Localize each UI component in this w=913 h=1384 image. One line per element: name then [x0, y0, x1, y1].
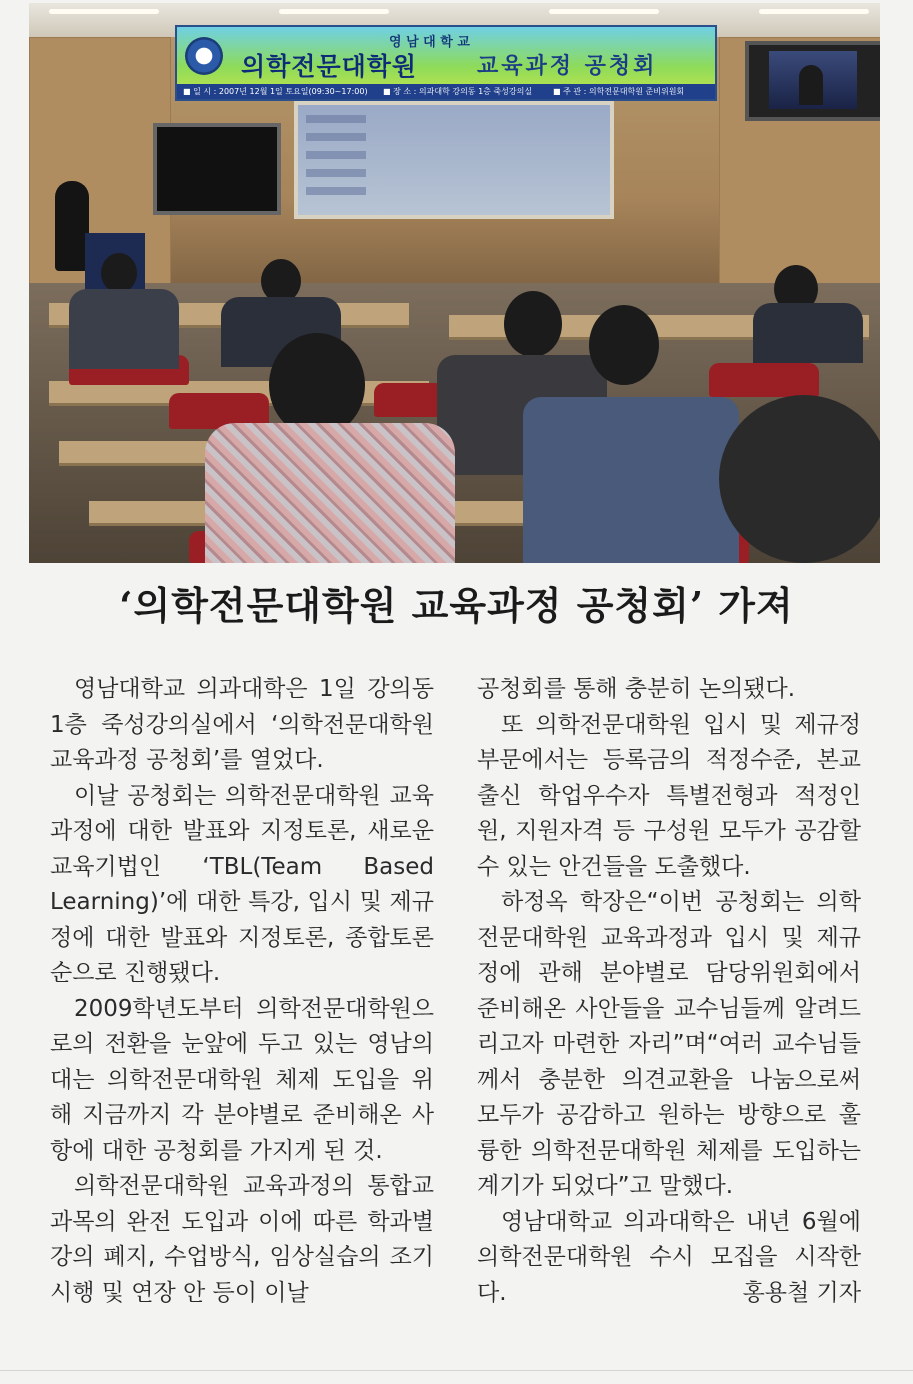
banner-place: ■ 장 소 : 의과대학 강의동 1층 죽성강의실	[383, 87, 533, 96]
article-paragraph: 2009학년도부터 의학전문대학원으로의 전환을 눈앞에 두고 있는 영남의대는 의학전문대학원 체제 도입을 위해 지금까지 각 분야별로 준비해온 사항에 대한 공청회를 가지게 된 것.	[50, 995, 434, 1164]
article-paragraph: 또 의학전문대학원 입시 및 제규정 부문에서는 등록금의 적정수준, 본교 출신 학업우수자 특별전형과 적정인원, 지원자격 등 구성원 모두가 공감할 수 있는 안건들을 도출했다.	[477, 711, 861, 880]
event-banner	[175, 25, 717, 101]
banner-date: ■ 일 시 : 2007년 12월 1일 토요일(09:30~17:00)	[183, 87, 368, 96]
chair	[709, 363, 819, 397]
event-photo	[29, 3, 880, 563]
audience-body	[69, 289, 179, 369]
banner-host: ■ 주 관 : 의학전문대학원 준비위원회	[553, 87, 685, 96]
banner-info-strip	[177, 84, 715, 99]
article-paragraph: 이날 공청회는 의학전문대학원 교육과정에 대한 발표와 지정토론, 새로운 교육기법인 ‘TBL(Team Based Learning)’에 대한 특강, 입시 및 제규정에 대한 발표와 지정토론, 종합토론 순으로 진행됐다.	[50, 782, 434, 986]
monitor-right	[745, 41, 880, 121]
ceiling-light	[549, 9, 659, 14]
article-paragraph-text: 영남대학교 의과대학은 내년 6월에 의학전문대학원 수시 모집을 시작한다.	[477, 1208, 861, 1306]
article-paragraph-final	[477, 1205, 861, 1312]
banner-title: 의학전문대학원	[241, 52, 418, 81]
article-column-right	[477, 672, 861, 1311]
university-emblem-icon	[185, 37, 223, 75]
article-column-left	[50, 672, 434, 1311]
article-paragraph: 의학전문대학원 교육과정의 통합교과목의 완전 도입과 이에 따른 학과별 강의 폐지, 수업방식, 임상실습의 조기 시행 및 연장 안 등이 이날	[50, 1173, 434, 1306]
audience-head-foreground	[719, 395, 880, 563]
ceiling-light	[279, 9, 389, 14]
speaker-on-monitor	[799, 65, 823, 105]
audience-body-plaid	[205, 423, 455, 563]
ceiling-light	[49, 9, 159, 14]
article-paragraph: 하정옥 학장은“이번 공청회는 의학전문대학원 교육과정과 입시 및 제규정에 관해 분야별로 담당위원회에서 준비해온 사안들을 교수님들께 알려드리고자 마련한 자리”며“여러 교수님들께서 충분한 의견교환을 나눔으로써 모두가 공감하고 원하는 방향으로 훌륭한 의학전문대학원 체제를 도입하는 계기가 되었다”고 말했다.	[477, 889, 861, 1199]
projection-screen	[294, 101, 614, 219]
audience-head	[101, 253, 137, 293]
reporter-byline: 홍용철 기자	[742, 1279, 861, 1306]
article-paragraph-continuation: 공청회를 통해 충분히 논의됐다.	[477, 676, 796, 702]
monitor-left	[153, 123, 281, 215]
article-headline: ‘의학전문대학원 교육과정 공청회’ 가져	[119, 583, 794, 628]
audience-body	[753, 303, 863, 363]
audience-head	[269, 333, 365, 437]
article-paragraph: 영남대학교 의과대학은 1일 강의동 1층 죽성강의실에서 ‘의학전문대학원 교육과정 공청회’를 열었다.	[50, 676, 434, 773]
desktop-icons	[306, 115, 366, 195]
speaker-figure	[55, 181, 89, 271]
clipping-bottom-edge	[0, 1370, 913, 1371]
audience-body	[523, 397, 739, 563]
banner-school-name: 영 남 대 학 교	[389, 35, 470, 50]
banner-subtitle: 교육과정 공청회	[477, 54, 658, 79]
audience-head	[504, 291, 562, 357]
audience-head	[589, 305, 659, 385]
ceiling-light	[759, 9, 869, 14]
monitor-screen	[769, 51, 857, 109]
